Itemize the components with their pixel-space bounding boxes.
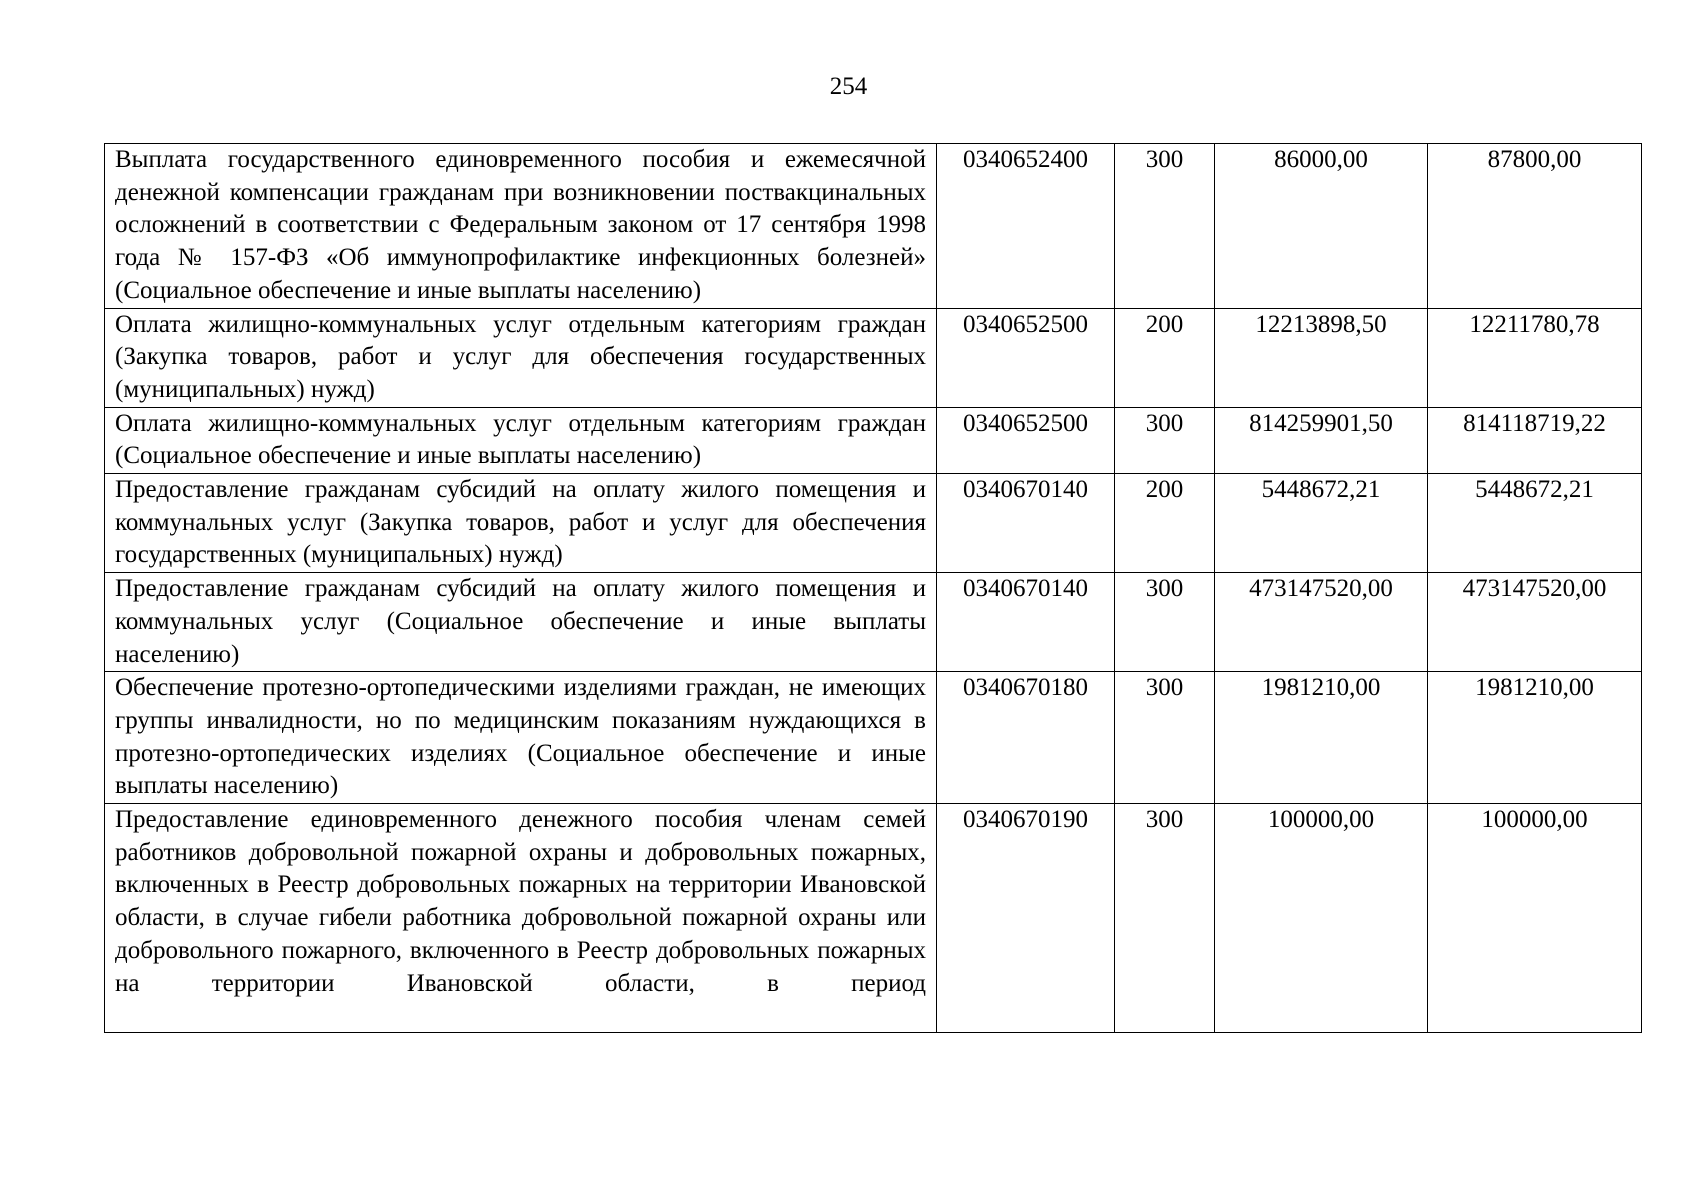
row-description: Обеспечение протезно-ортопедическими изделиями граждан, не имеющих группы инвалидности, но по медицинским показаниям нуждающихся в протезно-ортопедических изделиях (Социальное обеспечение и иные выплаты населению) (105, 672, 937, 804)
table-row (105, 308, 1642, 407)
row-amount-1: 100000,00 (1215, 804, 1428, 1033)
row-amount-1: 814259901,50 (1215, 407, 1428, 473)
row-target-code: 0340652500 (937, 407, 1115, 473)
row-amount-2: 5448672,21 (1428, 474, 1642, 573)
table-row (105, 474, 1642, 573)
row-description: Предоставление единовременного денежного пособия членам семей работников добровольной пожарной охраны и добровольных пожарных, включенных в Реестр добровольных пожарных на территории Ивановской области, в случае гибели работника добровольной пожарной охраны или добровольного пожарного, включенного в Реестр добровольных пожарных на территории Ивановской области, в период (115, 806, 926, 997)
row-expense-type: 300 (1115, 573, 1215, 672)
table-row (105, 144, 1642, 309)
row-description-cell (105, 804, 937, 1033)
row-amount-1: 473147520,00 (1215, 573, 1428, 672)
table-row (105, 672, 1642, 804)
row-expense-type: 200 (1115, 308, 1215, 407)
row-target-code: 0340670180 (937, 672, 1115, 804)
table-row (105, 573, 1642, 672)
row-target-code: 0340652400 (937, 144, 1115, 309)
table-row (105, 804, 1642, 1033)
row-target-code: 0340670190 (937, 804, 1115, 1033)
row-description: Выплата государственного единовременного пособия и ежемесячной денежной компенсации гражданам при возникновении поствакцинальных осложнений в соответствии с Федеральным законом от 17 сентября 1998 года № 157-ФЗ «Об иммунопрофилактике инфекционных болезней» (Социальное обеспечение и иные выплаты населению) (105, 144, 937, 309)
row-amount-2: 12211780,78 (1428, 308, 1642, 407)
table-row (105, 407, 1642, 473)
row-amount-2: 100000,00 (1428, 804, 1642, 1033)
row-description: Предоставление гражданам субсидий на оплату жилого помещения и коммунальных услуг (Социальное обеспечение и иные выплаты населению) (105, 573, 937, 672)
row-expense-type: 300 (1115, 804, 1215, 1033)
row-amount-1: 1981210,00 (1215, 672, 1428, 804)
row-amount-2: 87800,00 (1428, 144, 1642, 309)
row-amount-2: 1981210,00 (1428, 672, 1642, 804)
row-target-code: 0340652500 (937, 308, 1115, 407)
row-expense-type: 300 (1115, 144, 1215, 309)
page-number: 254 (829, 73, 868, 100)
row-expense-type: 300 (1115, 407, 1215, 473)
row-amount-1: 86000,00 (1215, 144, 1428, 309)
row-amount-1: 12213898,50 (1215, 308, 1428, 407)
budget-table (104, 143, 1642, 1033)
row-target-code: 0340670140 (937, 474, 1115, 573)
row-expense-type: 300 (1115, 672, 1215, 804)
row-expense-type: 200 (1115, 474, 1215, 573)
row-description: Оплата жилищно-коммунальных услуг отдельным категориям граждан (Закупка товаров, работ и услуг для обеспечения государственных (муниципальных) нужд) (105, 308, 937, 407)
row-description: Предоставление гражданам субсидий на оплату жилого помещения и коммунальных услуг (Закупка товаров, работ и услуг для обеспечения государственных (муниципальных) нужд) (105, 474, 937, 573)
row-amount-1: 5448672,21 (1215, 474, 1428, 573)
row-description: Оплата жилищно-коммунальных услуг отдельным категориям граждан (Социальное обеспечение и иные выплаты населению) (105, 407, 937, 473)
row-target-code: 0340670140 (937, 573, 1115, 672)
row-amount-2: 814118719,22 (1428, 407, 1642, 473)
row-amount-2: 473147520,00 (1428, 573, 1642, 672)
